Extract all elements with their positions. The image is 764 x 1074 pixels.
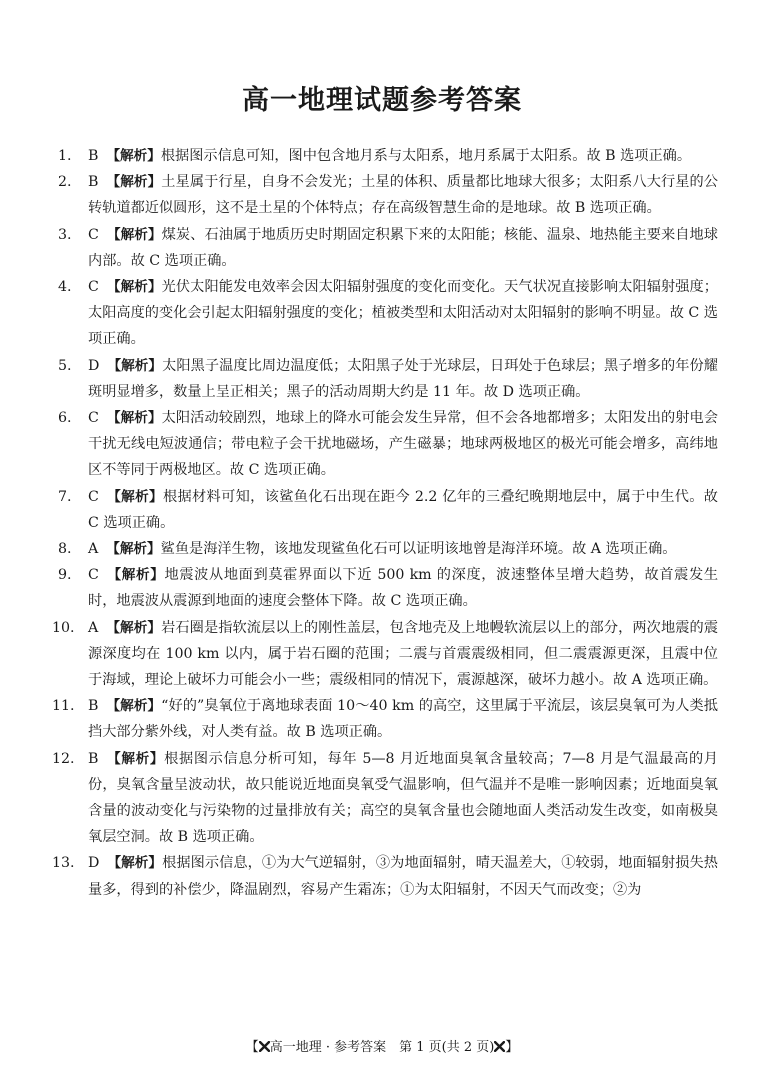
answer-number: 13. [52, 855, 75, 872]
analysis-text: 根据图示信息，①为大气逆辐射，③为地面辐射，晴天温差大，①较弱，地面辐射损失热量多，得到的补偿少，降温剧烈，容易产生霜冻；①为太阳辐射，不因天气而改变；②为 [88, 855, 718, 898]
analysis-tag: 【解析】 [106, 698, 162, 715]
analysis-tag: 【解析】 [106, 174, 162, 191]
analysis-tag: 【解析】 [106, 488, 163, 505]
answer-number: 12. [52, 750, 75, 767]
footer-close-bracket: 】 [505, 1040, 519, 1055]
analysis-text: 土星属于行星，自身不会发光；土星的体积、质量都比地球大很多；太阳系八大行星的公转轨道都近似圆形，这不是土星的个体特点；存在高级智慧生命的是地球。故 B 选项正确。 [88, 174, 718, 217]
answer-item [52, 746, 718, 851]
analysis-text: 岩石圈是指软流层以上的刚性盖层，包含地壳及上地幔软流层以上的部分，两次地震的震源深度均在 100 km 以内，属于岩石圈的范围；二震与首震震级相同，但二震震源更深，且震中位于海域，理论上破坏力可能会小一些；震级相同的情况下，震源越深，破坏力越小。故 A 选项正确。 [88, 619, 719, 689]
answer-number: 5. [58, 357, 72, 374]
answer-item [58, 405, 718, 484]
page-footer [0, 1036, 764, 1055]
answer-item [52, 693, 718, 745]
answer-item [58, 222, 718, 274]
x-mark-icon [259, 1041, 270, 1052]
answer-list [52, 143, 719, 903]
x-mark-icon [494, 1041, 505, 1052]
answer-choice: D [88, 357, 100, 374]
answer-number: 7. [58, 488, 72, 505]
analysis-tag: 【解析】 [106, 541, 161, 558]
answer-item [58, 169, 718, 221]
answer-choice: A [88, 541, 99, 558]
answer-choice: B [88, 148, 99, 164]
analysis-text: 煤炭、石油属于地质历史时期固定积累下来的太阳能；核能、温泉、地热能主要来自地球内部。故 C 选项正确。 [88, 226, 718, 269]
analysis-text: 根据图示信息分析可知，每年 5—8 月近地面臭氧含量较高；7—8 月是气温最高的月份，臭氧含量呈波动状，故只能说近地面臭氧受气温影响，但气温并不是唯一影响因素；近地面臭氧含量的波动变化与污染物的过量排放有关；高空的臭氧含量也会随地面人类活动发生改变，如南极臭氧层空洞。故 B 选项正确。 [88, 750, 718, 846]
analysis-text: 根据图示信息可知，图中包含地月系与太阳系，地月系属于太阳系。故 B 选项正确。 [160, 148, 692, 164]
analysis-tag: 【解析】 [106, 279, 162, 296]
answer-number: 10. [52, 619, 75, 636]
answer-number: 8. [58, 541, 72, 558]
answer-choice: A [88, 619, 99, 636]
answer-item [58, 562, 718, 614]
answer-number: 11. [52, 698, 75, 715]
answer-number: 6. [58, 410, 72, 427]
answer-choice: C [88, 567, 99, 584]
analysis-text: 鲨鱼是海洋生物，该地发现鲨鱼化石可以证明该地曾是海洋环境。故 A 选项正确。 [160, 541, 677, 558]
analysis-tag: 【解析】 [106, 226, 162, 243]
analysis-text: 太阳黑子温度比周边温度低；太阳黑子处于光球层，日珥处于色球层；黑子增多的年份耀斑明显增多，数量上呈正相关；黑子的活动周期大约是 11 年。故 D 选项正确。 [88, 357, 718, 400]
analysis-tag: 【解析】 [106, 410, 162, 427]
answer-item [58, 536, 718, 562]
analysis-text: 地震波从地面到莫霍界面以下近 500 km 的深度，波速整体呈增大趋势，故首震发生时，地震波从震源到地面的速度会整体下降。故 C 选项正确。 [88, 567, 719, 610]
answer-choice: D [88, 855, 100, 872]
answer-item [52, 615, 719, 694]
answer-item [52, 850, 718, 902]
analysis-tag: 【解析】 [106, 148, 161, 164]
answer-choice: C [88, 488, 99, 505]
answer-choice: B [88, 698, 99, 715]
page-title: 高一地理试题参考答案 [242, 85, 522, 116]
answer-number: 2. [58, 174, 72, 191]
analysis-text: 光伏太阳能发电效率会因太阳辐射强度的变化而变化。天气状况直接影响太阳辐射强度；太阳高度的变化会引起太阳辐射强度的变化；植被类型和太阳活动对太阳辐射的影响不明显。故 C 选项正确。 [88, 279, 718, 348]
analysis-text: 太阳活动较剧烈，地球上的降水可能会发生异常，但不会各地都增多；太阳发出的射电会干扰无线电短波通信；带电粒子会干扰地磁场，产生磁暴；地球两极地区的极光可能会增多，高纬地区不等同于两极地区。故 C 选项正确。 [88, 410, 718, 479]
footer-text: 高一地理 · 参考答案 第 1 页(共 2 页) [269, 1040, 495, 1055]
answer-item [58, 143, 718, 169]
answer-number: 3. [58, 226, 72, 243]
analysis-text: “好的”臭氧位于离地球表面 10～40 km 的高空，这里属于平流层，该层臭氧可为人类抵挡大部分紫外线，对人类有益。故 B 选项正确。 [88, 698, 718, 741]
answer-item [58, 274, 718, 353]
analysis-tag: 【解析】 [106, 619, 162, 636]
analysis-text: 根据材料可知，该鲨鱼化石出现在距今 2.2 亿年的三叠纪晚期地层中，属于中生代。故 C 选项正确。 [88, 488, 718, 531]
answer-choice: C [88, 226, 99, 243]
analysis-tag: 【解析】 [107, 357, 163, 374]
answer-choice: B [88, 750, 99, 767]
answer-item [58, 484, 718, 536]
answer-choice: B [88, 174, 99, 191]
answer-choice: C [88, 279, 99, 296]
answer-choice: C [88, 410, 99, 427]
answer-number: 1. [58, 148, 72, 164]
footer-open-bracket: 【 [245, 1040, 259, 1055]
analysis-tag: 【解析】 [106, 750, 165, 767]
answer-number: 9. [58, 567, 72, 584]
answer-item [58, 353, 718, 405]
answer-number: 4. [58, 279, 72, 296]
analysis-tag: 【解析】 [107, 855, 163, 872]
analysis-tag: 【解析】 [106, 567, 165, 584]
